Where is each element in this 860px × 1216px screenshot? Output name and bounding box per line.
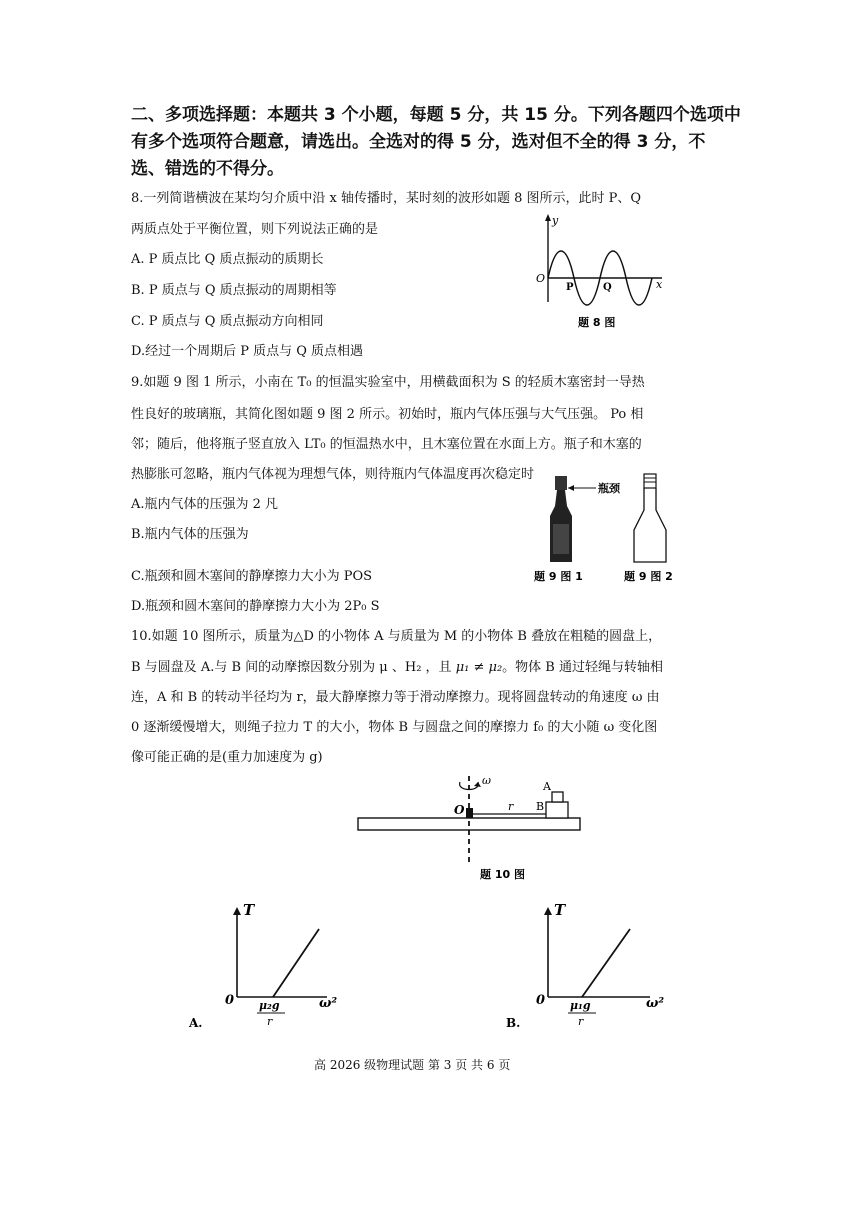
q9-fig-caption-1: 题 9 图 1 [534,570,583,583]
graph-b-origin: 0 [536,993,546,1008]
q10-b-label: B [536,800,545,813]
q8-x-label: x [656,278,663,291]
q8-stem-2: 两质点处于平衡位置，则下列说法正确的是 [131,222,379,237]
graph-a-y-arrow [233,907,241,915]
q8-stem-1: 8.一列简谐横波在某均匀介质中沿 x 轴传播时，某时刻的波形如题 8 图所示，此时 P、Q [131,191,642,206]
q9-option-c: C.瓶颈和圆木塞间的静摩擦力大小为 POS [131,569,373,584]
q10-stem-5: 像可能正确的是(重力加速度为 g) [131,750,323,765]
q9-stem-1: 9.如题 9 图 1 所示，小南在 T₀ 的恒温实验室中，用横截面积为 S 的轻质木塞密封一导热 [131,375,645,390]
q9-fig-caption-2: 题 9 图 2 [624,570,673,583]
q9-stem-2: 性良好的玻璃瓶，其简化图如题 9 图 2 所示。初始时，瓶内气体压强与大气压强。 Po 相 [131,407,644,422]
q10-shaft [466,808,473,818]
q8-option-b: B. P 质点与 Q 质点振动的周期相等 [131,283,337,298]
section-line-2: 有多个选项符合题意，请选出。全选对的得 5 分，选对但不全的得 3 分，不 [131,132,706,152]
q10-mu-inequality: μ₁ ≠ μ₂ [455,660,503,675]
q8-option-c: C. P 质点与 Q 质点振动方向相同 [131,314,324,329]
q10-stem-2 [131,656,663,675]
q10-disk-figure [350,768,590,892]
q10-r-label: r [508,800,514,813]
graph-b-x-label: ω² [646,996,665,1011]
graph-a-origin: 0 [225,993,235,1008]
graph-a-tick-denominator: r [267,1015,273,1028]
q9-neck-label: 瓶颈 [598,482,620,495]
q8-wave-figure [530,210,680,330]
q10-block-b [546,802,568,818]
graph-a-x-label: ω² [319,996,338,1011]
graph-b-y-arrow [544,907,552,915]
graph-b-line [582,929,630,997]
graph-a-line [273,929,319,997]
graph-a-tick-numerator: μ₂g [259,999,280,1012]
section-line-3: 选、错选的不得分。 [131,159,284,179]
q8-q-label: Q [603,282,612,293]
q8-option-a: A. P 质点比 Q 质点振动的质期长 [131,252,324,267]
graph-b-option-label: B. [506,1016,521,1030]
q8-p-label: P [566,282,574,293]
q9-option-d: D.瓶颈和圆木塞间的静摩擦力大小为 2P₀ S [131,599,380,614]
q9-bottle-photo [550,476,572,562]
q10-graph-a [185,895,340,1035]
graph-a-y-label: T [243,901,255,919]
q10-stem-1: 10.如题 10 图所示，质量为△D 的小物体 A 与质量为 M 的小物体 B 叠放在粗糙的圆盘上， [131,629,662,644]
q9-bottle-figure [530,470,710,588]
graph-b-y-label: T [554,901,566,919]
q9-stem-3: 邻；随后，他将瓶子竖直放入 LT₀ 的恒温热水中，且木塞位置在水面上方。瓶子和木塞的 [131,437,642,452]
graph-a-option-label: A. [189,1016,203,1030]
graph-b-tick-denominator: r [578,1015,584,1028]
q8-y-arrow [545,214,551,221]
q10-block-a [552,792,563,802]
page-footer: 高 2026 级物理试题 第 3 页 共 6 页 [314,1058,511,1072]
q10-stem-2a: B 与圆盘及 A.与 B 间的动摩擦因数分别为 μ 、H₂ ，且 [131,660,456,675]
section-line-1: 二、多项选择题：本题共 3 个小题，每题 5 分，共 15 分。下列各题四个选项中 [131,105,741,125]
q10-stem-3: 连，A 和 B 的转动半径均为 r，最大静摩擦力等于滑动摩擦力。现将圆盘转动的角速度 ω 由 [131,690,660,705]
q10-stem-4: 0 逐渐缓慢增大，则绳子拉力 T 的大小，物体 B 与圆盘之间的摩擦力 f₀ 的大小随 ω 变化图 [131,720,658,735]
q8-fig-caption: 题 8 图 [578,316,616,329]
q10-stem-2b: 。物体 B 通过轻绳与转轴相 [502,660,663,675]
graph-b-tick-numerator: μ₁g [570,999,591,1012]
q10-rotation-arrowhead [474,782,481,787]
q9-option-b: B.瓶内气体的压强为 [131,527,249,542]
q10-a-label: A [543,780,551,793]
q8-y-label: y [552,214,559,227]
q9-option-a: A.瓶内气体的压强为 2 凡 [131,497,279,512]
q9-neck-arrow [568,485,574,491]
q10-origin-label: O [454,803,465,817]
q9-bottle-outline [634,474,666,562]
q8-option-d: D.经过一个周期后 P 质点与 Q 质点相遇 [131,344,364,359]
q8-origin-label: O [536,272,546,285]
q10-fig-caption: 题 10 图 [480,868,525,881]
q9-stem-4: 热膨胀可忽略，瓶内气体视为理想气体，则待瓶内气体温度再次稳定时 [131,467,535,482]
section-heading [131,102,741,183]
q10-omega-label: ω [482,774,491,787]
q10-graph-b [500,895,670,1035]
